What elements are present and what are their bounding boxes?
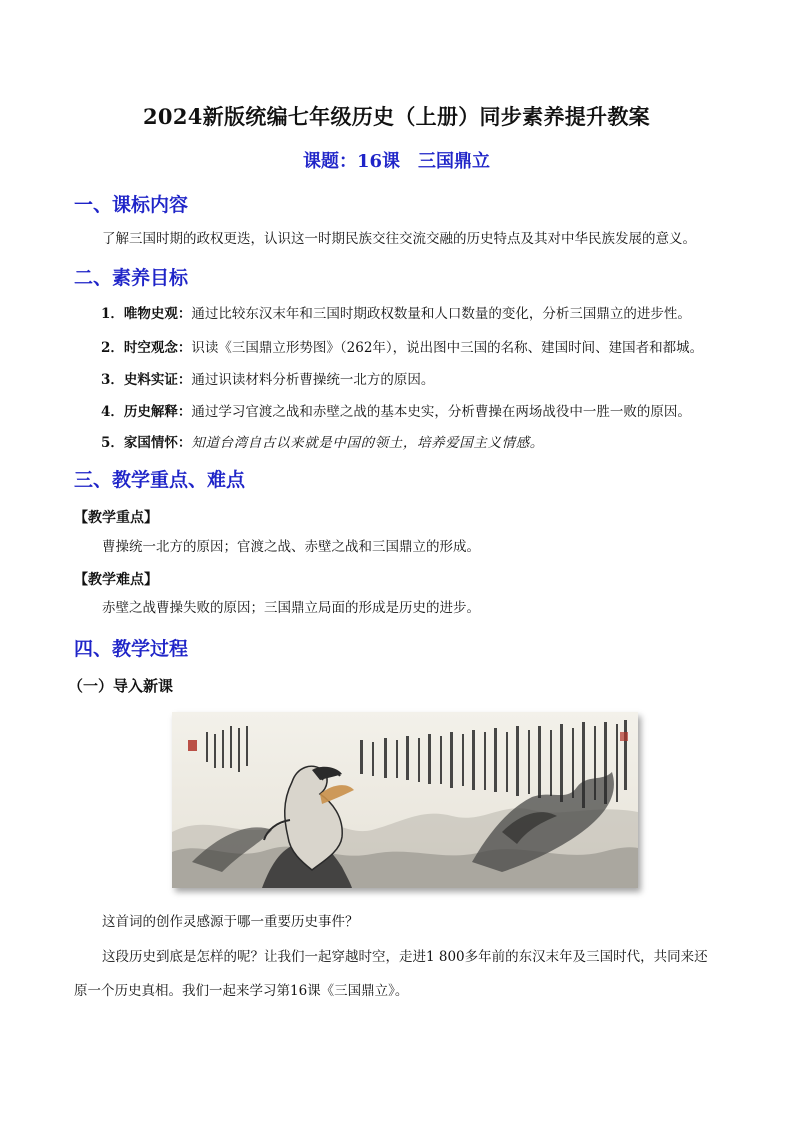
ink-painting-poet-by-river-icon <box>172 712 638 888</box>
goal-text: 通过学习官渡之战和赤壁之战的基本史实，分析曹操在两场战役中一胜一败的原因。 <box>191 404 691 420</box>
goal-item <box>101 302 741 322</box>
document-title: 2024新版统编七年级历史（上册）同步素养提升教案 <box>143 104 650 129</box>
section-heading-key-points: 三、教学重点、难点 <box>74 469 246 491</box>
focus-text: 曹操统一北方的原因；官渡之战、赤壁之战和三国鼎立的形成。 <box>102 539 480 555</box>
goal-item <box>101 368 741 388</box>
goal-text: 知道台湾自古以来就是中国的领土，培养爱国主义情感。 <box>191 435 544 451</box>
intro-paragraph-line-1: 这段历史到底是怎样的呢？让我们一起穿越时空，走进1 800多年前的东汉末年及三国时代，共同来还 <box>102 949 708 965</box>
intro-question: 这首词的创作灵感源于哪一重要历史事件？ <box>102 914 359 930</box>
curriculum-text: 了解三国时期的政权更迭，认识这一时期民族交往交流交融的历史特点及其对中华民族发展的意义。 <box>102 231 696 247</box>
goal-item <box>101 400 741 420</box>
goal-item <box>101 431 741 451</box>
section-heading-curriculum: 一、课标内容 <box>74 194 189 216</box>
goal-label: 5．家国情怀： <box>101 435 192 451</box>
goal-label: 3．史料实证： <box>101 372 192 388</box>
difficulty-label: 【教学难点】 <box>74 572 158 588</box>
lesson-subtitle: 课题：16课 三国鼎立 <box>302 151 491 172</box>
goal-item <box>101 336 741 356</box>
focus-label: 【教学重点】 <box>74 510 158 526</box>
intro-paragraph-line-2: 原一个历史真相。我们一起来学习第16课《三国鼎立》。 <box>74 983 409 999</box>
goal-label: 2．时空观念： <box>101 340 192 356</box>
difficulty-text: 赤壁之战曹操失败的原因；三国鼎立局面的形成是历史的进步。 <box>102 600 480 616</box>
ink-painting-image <box>172 712 638 888</box>
goal-text: 通过比较东汉末年和三国时期政权数量和人口数量的变化，分析三国鼎立的进步性。 <box>191 306 691 322</box>
subsection-intro: （一）导入新课 <box>68 677 174 695</box>
goal-text: 识读《三国鼎立形势图》（262年），说出图中三国的名称、建国时间、建国者和都城。 <box>191 340 704 356</box>
section-heading-goals: 二、素养目标 <box>74 267 189 289</box>
goal-label: 1．唯物史观： <box>101 306 192 322</box>
section-heading-process: 四、教学过程 <box>74 638 189 660</box>
goal-text: 通过识读材料分析曹操统一北方的原因。 <box>191 372 435 388</box>
goal-label: 4．历史解释： <box>101 404 192 420</box>
